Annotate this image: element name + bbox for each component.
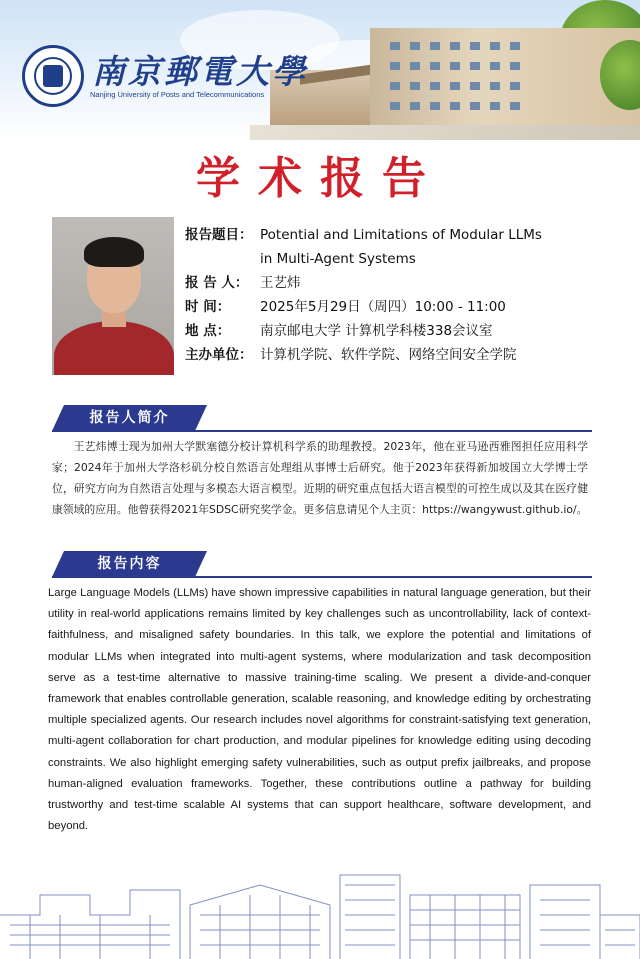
university-name-en: Nanjing University of Posts and Telecommunications <box>90 90 265 99</box>
info-row-topic <box>185 223 625 247</box>
host-label: 主办单位： <box>185 347 253 363</box>
talk-abstract: Large Language Models (LLMs) have shown impressive capabilities in natural language generation, but their utility in real-world applications remains limited by key challenges such as uncontrollability, lack of context-faithfulness, and misaligned safety boundaries. In this talk, we explore the potential and limitations of modular LLMs when integrated into multi-agent systems, where modularization and task decomposition serve as a test-time alternative to massive training-time scaling. We present a divide-and-conquer framework that enables controllable generation, scalable reasoning, and knowledge editing by orchestrating multiple specialized agents. Our research includes novel algorithms for constraint-satisfying text generation, multi-agent collaboration for chart production, and modular pipelines for knowledge editing using decoding constraints. We also highlight emerging safety vulnerabilities, such as output prefix jailbreaks, and propose human-aligned evaluation frameworks. Together, these contributions outline a pathway for building trustworthy and test-time scalable AI systems that can support healthcare, software development, and beyond. <box>48 587 591 833</box>
header-banner <box>0 0 640 140</box>
university-seal-icon <box>22 45 84 107</box>
time-label: 时 间： <box>185 299 231 315</box>
section-banner-abstract <box>52 551 207 577</box>
time-value: 2025年5月29日（周四）10:00 - 11:00 <box>260 299 506 315</box>
topic-value: Potential and Limitations of Modular LLMs <box>260 227 542 243</box>
info-row-topic-cont <box>185 247 625 271</box>
host-value: 计算机学院、软件学院、网络空间安全学院 <box>260 347 517 363</box>
place-value: 南京邮电大学 计算机学科楼338会议室 <box>260 323 493 339</box>
talk-info <box>185 223 625 367</box>
university-name-cn: 南京郵電大學 <box>92 52 308 91</box>
info-row-speaker <box>185 271 625 295</box>
section-banner-bio <box>52 405 207 431</box>
place-label: 地 点： <box>185 323 231 339</box>
poster-title: 学术报告 <box>196 153 444 204</box>
speaker-bio: 王艺炜博士现为加州大学默塞德分校计算机科学系的助理教授。2023年，他在亚马逊西雅图担任应用科学家；2024年于加州大学洛杉矶分校自然语言处理组从事博士后研究。他于2023年获得新加坡国立大学博士学位，研究方向为自然语言处理与多模态大语言模型。近期的研究重点包括大语言模型的可控生成以及其在医疗健康领域的应用。他曾获得2021年SDSC研究奖学金。更多信息请见个人主页：https://wangywust.github.io/。 <box>52 440 588 516</box>
speaker-label: 报 告 人： <box>185 275 249 291</box>
campus-skyline-illustration <box>0 855 640 959</box>
section-title-abstract: 报告内容 <box>97 556 162 572</box>
section-title-bio: 报告人简介 <box>89 410 170 426</box>
speaker-value: 王艺炜 <box>260 275 301 291</box>
info-row-place <box>185 319 625 343</box>
speaker-photo <box>52 217 174 375</box>
info-row-time <box>185 295 625 319</box>
campus-ground <box>250 125 640 140</box>
topic-value-cont: in Multi-Agent Systems <box>260 251 416 267</box>
info-row-host <box>185 343 625 367</box>
topic-label: 报告题目： <box>185 227 253 243</box>
